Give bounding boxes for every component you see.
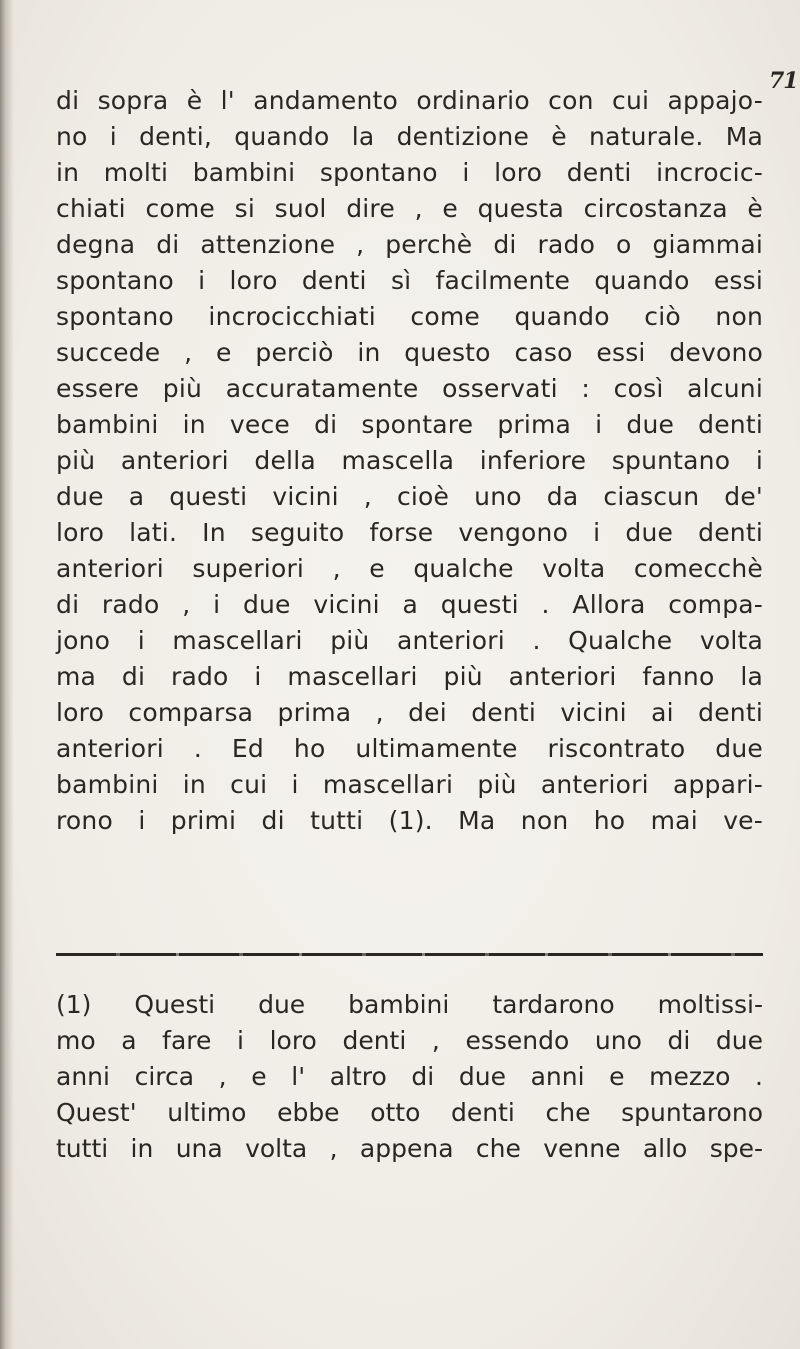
text-line: loro lati. In seguito forse vengono i due denti — [56, 518, 763, 547]
text-line: due a questi vicini , cioè uno da ciascun de' — [56, 482, 763, 511]
text-line: degna di attenzione , perchè di rado o giammai — [56, 230, 763, 259]
footnote-line: anni circa , e l' altro di due anni e mezzo . — [56, 1062, 763, 1091]
text-line: no i denti, quando la dentizione è naturale. Ma — [56, 122, 763, 151]
page-gutter-shadow — [0, 0, 14, 1349]
footnote-line: tutti in una volta , appena che venne allo spe- — [56, 1134, 763, 1163]
text-line: anteriori superiori , e qualche volta comecchè — [56, 554, 763, 583]
page-number: 71 — [769, 68, 798, 94]
footnote-rule — [56, 953, 763, 956]
text-line: di rado , i due vicini a questi . Allora compa- — [56, 590, 763, 619]
text-line: bambini in vece di spontare prima i due denti — [56, 410, 763, 439]
footnote-line: mo a fare i loro denti , essendo uno di due — [56, 1026, 763, 1055]
text-line: jono i mascellari più anteriori . Qualche volta — [56, 626, 763, 655]
text-line: di sopra è l' andamento ordinario con cui appajo- — [56, 86, 763, 115]
text-line: spontano incrocicchiati come quando ciò non — [56, 302, 763, 331]
footnote-line: (1) Questi due bambini tardarono moltissi- — [56, 990, 763, 1019]
text-line: più anteriori della mascella inferiore spuntano i — [56, 446, 763, 475]
text-line: loro comparsa prima , dei denti vicini ai denti — [56, 698, 763, 727]
text-line: succede , e perciò in questo caso essi devono — [56, 338, 763, 367]
text-line: essere più accuratamente osservati : così alcuni — [56, 374, 763, 403]
text-line: ma di rado i mascellari più anteriori fanno la — [56, 662, 763, 691]
text-line: anteriori . Ed ho ultimamente riscontrato due — [56, 734, 763, 763]
footnote-line: Quest' ultimo ebbe otto denti che spuntarono — [56, 1098, 763, 1127]
text-line: bambini in cui i mascellari più anteriori appari- — [56, 770, 763, 799]
text-line: spontano i loro denti sì facilmente quando essi — [56, 266, 763, 295]
text-line: chiati come si suol dire , e questa circostanza è — [56, 194, 763, 223]
text-line: rono i primi di tutti (1). Ma non ho mai ve- — [56, 806, 763, 835]
text-line: in molti bambini spontano i loro denti incrocic- — [56, 158, 763, 187]
